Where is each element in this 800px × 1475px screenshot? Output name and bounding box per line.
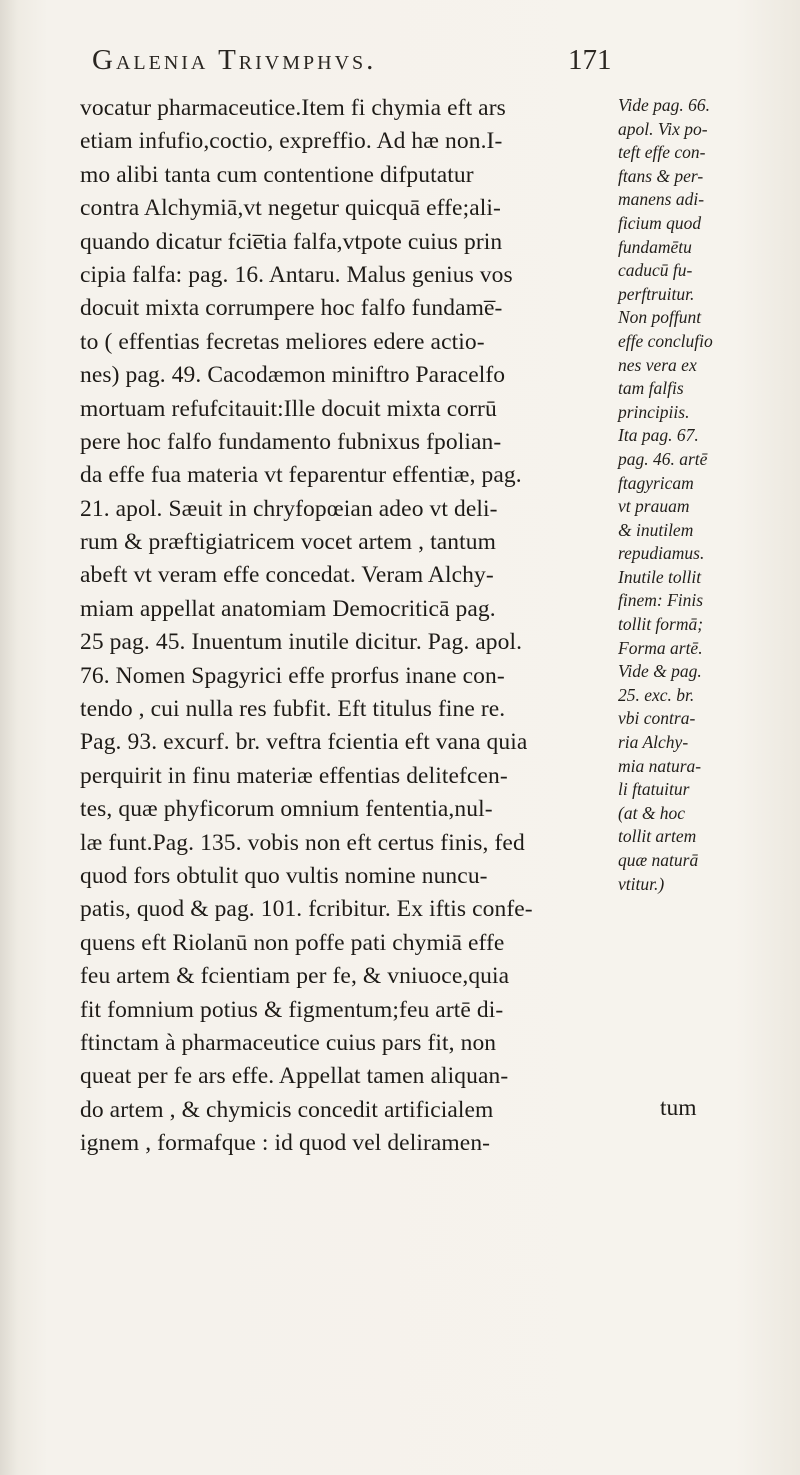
margin-note-line: mia natura-	[618, 755, 702, 776]
text-line: quando dicatur fcie̅tia falfa,vtpote cuius prin	[80, 228, 503, 255]
page-number: 171	[568, 44, 612, 76]
margin-note-line: vtitur.)	[618, 873, 665, 894]
margin-note-line: quæ naturā	[618, 850, 699, 870]
text-line: ignem , formafque : id quod vel deliramen-	[80, 1130, 491, 1157]
text-line: tes, quæ phyficorum omnium fententia,nul-	[80, 796, 493, 823]
text-line: to ( effentias fecretas meliores edere actio-	[80, 328, 485, 355]
margin-note-line: pag. 46. artē	[618, 448, 708, 469]
margin-note-line: (at & hoc	[618, 802, 686, 823]
text-line: 76. Nomen Spagyrici effe prorfus inane con-	[80, 662, 505, 689]
margin-note-line: Vide & pag.	[618, 661, 702, 682]
margin-note-line: Inutile tollit	[618, 566, 702, 587]
text-line: nes) pag. 49. Cacodæmon miniftro Paracelfo	[80, 362, 506, 389]
catchword: tum	[660, 1095, 697, 1121]
margin-note-line: teft effe con-	[618, 142, 706, 163]
text-line: mo alibi tanta cum contentione difputatur	[80, 161, 474, 188]
margin-note-line: Non poffunt	[618, 307, 702, 328]
margin-note-line: apol. Vix po-	[618, 118, 708, 139]
margin-note-line: & inutilem	[618, 519, 694, 540]
margin-note-line: ftans & per-	[618, 165, 704, 186]
main-text-block	[80, 92, 700, 1161]
margin-note-line: repudiamus.	[618, 543, 705, 564]
text-line: 25 pag. 45. Inuentum inutile dicitur. Pag. apol.	[80, 629, 523, 656]
text-line: mortuam refufcitauit:Ille docuit mixta corrū	[80, 395, 497, 422]
text-line: Pag. 93. excurf. br. veftra fcientia eft vana quia	[80, 729, 528, 756]
margin-note-line: vt prauam	[618, 496, 690, 517]
text-line: etiam infufio,coctio, expreffio. Ad hæ non.I-	[80, 128, 503, 155]
margin-note-line: Vide pag. 66.	[618, 95, 711, 115]
text-line: ftinctam à pharmaceutice cuius pars fit, non	[80, 1029, 497, 1056]
margin-note-line: principiis.	[618, 401, 690, 422]
margin-note-line: ficium quod	[618, 212, 702, 233]
text-line: do artem , & chymicis concedit artificialem	[80, 1096, 494, 1123]
margin-note-line: effe conclufio	[618, 330, 713, 351]
text-line: cipia falfa: pag. 16. Antaru. Malus genius vos	[80, 261, 513, 288]
text-line: vocatur pharmaceutice.Item fi chymia eft ars	[80, 95, 506, 121]
text-line: queat per fe ars effe. Appellat tamen aliquan-	[80, 1063, 509, 1090]
text-line: læ funt.Pag. 135. vobis non eft certus finis, fed	[80, 829, 525, 856]
text-line: miam appellat anatomiam Democriticā pag.	[80, 595, 496, 622]
text-line: docuit mixta corrumpere hoc falfo fundame̅-	[80, 295, 503, 322]
margin-note-line: fundamētu	[618, 236, 692, 257]
text-line: rum & præftigiatricem vocet artem , tantum	[80, 529, 496, 556]
text-line: da effe fua materia vt feparentur effentiæ, pag.	[80, 462, 522, 489]
text-line: quens eft Riolanū non poffe pati chymiā effe	[80, 929, 505, 956]
margin-note-line: vbi contra-	[618, 708, 696, 729]
margin-note-line: caducū fu-	[618, 260, 693, 281]
margin-note-line: finem: Finis	[618, 590, 704, 611]
gutter-shadow	[0, 0, 18, 1475]
text-line: tendo , cui nulla res fubfit. Eft titulus fine re.	[80, 696, 506, 723]
running-title: Galenia Trivmphvs.	[92, 44, 377, 76]
margin-note-line: tam falfis	[618, 378, 684, 399]
text-line: contra Alchymiā,vt negetur quicquā effe;ali-	[80, 195, 501, 222]
margin-note-line: tollit artem	[618, 826, 697, 847]
margin-note-line: tollit formā;	[618, 614, 704, 635]
margin-note-line: ria Alchy-	[618, 732, 689, 753]
margin-note-line: ftagyricam	[618, 472, 694, 493]
margin-note-line: li ftatuitur	[618, 779, 690, 800]
text-line: 21. apol. Sæuit in chryfopœian adeo vt deli-	[80, 495, 498, 522]
text-line: abeft vt veram effe concedat. Veram Alchy-	[80, 562, 494, 589]
text-line: feu artem & fcientiam per fe, & vniuoce,quia	[80, 963, 510, 990]
margin-note-line: manens adi-	[618, 189, 705, 210]
text-line: pere hoc falfo fundamento fubnixus fpolian-	[80, 428, 502, 455]
margin-note-line: perftruitur.	[618, 283, 695, 304]
marginal-notes	[618, 94, 796, 896]
margin-note-line: nes vera ex	[618, 354, 697, 375]
text-line: perquirit in finu materiæ effentias delitefcen-	[80, 762, 508, 789]
text-line: patis, quod & pag. 101. fcribitur. Ex iftis confe-	[80, 896, 533, 923]
margin-note-line: Ita pag. 67.	[618, 425, 699, 446]
text-line: fit fomnium potius & figmentum;feu artē di-	[80, 996, 504, 1023]
text-line: quod fors obtulit quo vultis nomine nuncu-	[80, 862, 488, 889]
margin-note-line: 25. exc. br.	[618, 684, 695, 705]
margin-note-line: Forma artē.	[618, 637, 703, 658]
